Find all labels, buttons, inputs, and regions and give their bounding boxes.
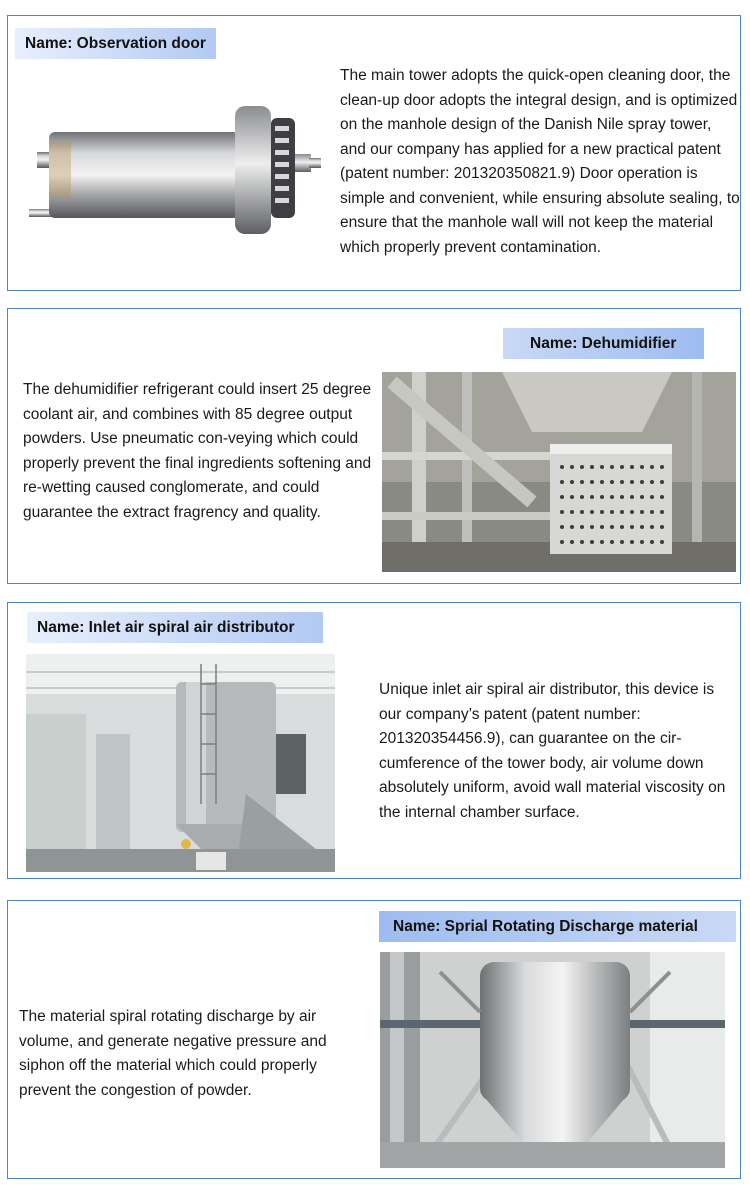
section-title: Name: Dehumidifier	[503, 328, 704, 359]
section-inlet-air-distributor	[7, 602, 741, 879]
section-title: Name: Sprial Rotating Discharge material	[379, 911, 736, 942]
inlet-air-distributor-photo	[26, 654, 335, 872]
section-title: Name: Observation door	[15, 28, 216, 59]
section-title: Name: Inlet air spiral air distributor	[27, 612, 323, 643]
section-dehumidifier	[7, 308, 741, 584]
section-spiral-discharge	[7, 900, 741, 1179]
dehumidifier-description: The dehumidifier refrigerant could insert 25 degree coolant air, and combines with 85 degree output powders. Use pneumatic con-veying which could properly prevent the final ingredients softening and re-wetting caused conglomerate, and could guarantee the extract fragrency and quality.	[23, 381, 372, 521]
spiral-discharge-photo	[380, 952, 725, 1168]
spiral-discharge-description: The material spiral rotating discharge by air volume, and generate negative pressure and siphon off the material which could properly prevent the congestion of powder.	[19, 1008, 327, 1099]
observation-door-photo	[13, 86, 331, 260]
observation-door-description: The main tower adopts the quick-open cleaning door, the clean-up door adopts the integral design, and is optimized on the manhole design of the Danish Nile spray tower, and our company has applied for a new practical patent (patent number: 201320350821.9) Door operation is simple and convenient, while ensuring absolute sealing, to ensure that the manhole wall will not keep the material which properly prevent contamination.	[340, 67, 740, 256]
inlet-air-distributor-description: Unique inlet air spiral air distributor, this device is our company’s patent (patent number: 201320354456.9), can guarantee on the cir-cumference of the tower body, air volume down absolutely uniform, avoid wall material viscosity on the internal chamber surface.	[379, 681, 726, 821]
section-observation-door	[7, 15, 741, 291]
dehumidifier-photo	[382, 372, 736, 572]
